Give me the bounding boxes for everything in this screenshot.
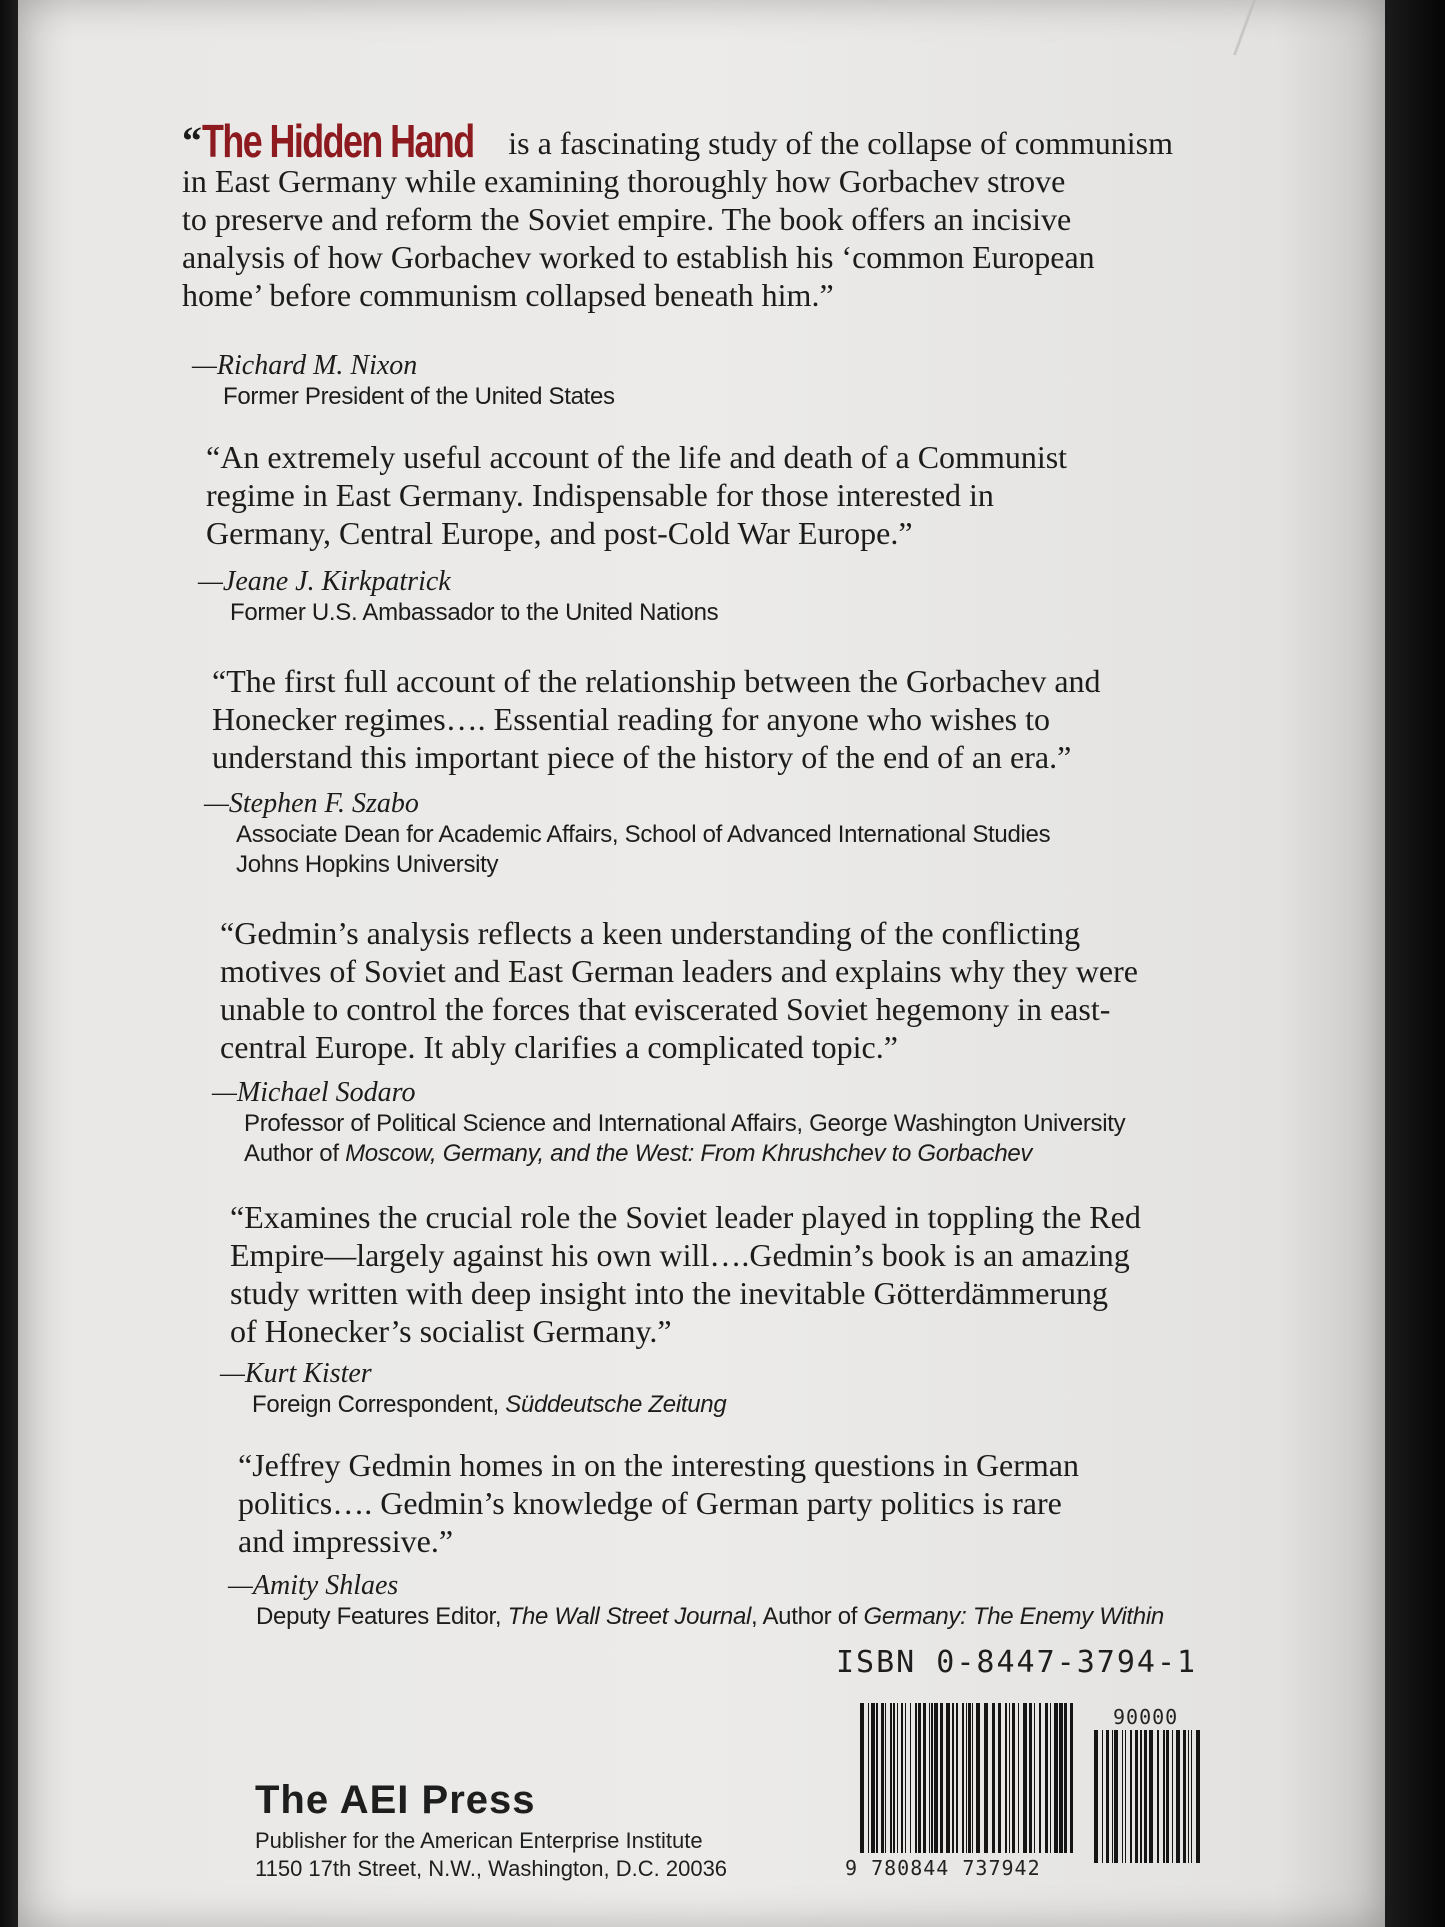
publisher-address: 1150 17th Street, N.W., Washington, D.C. 20036 <box>255 1856 728 1881</box>
barcode-bar <box>1163 1730 1165 1863</box>
barcode-bar <box>1054 1703 1058 1853</box>
title-middle: , Author of <box>751 1603 864 1630</box>
blurb-quote-text: “Gedmin’s analysis reflects a keen understanding of the conflicting motives of Soviet and East German leaders and explains why they were unable to control the forces that eviscerated Soviet hegemony in east- central Europe. It ably clarifies a complicated topic.” <box>220 915 1138 1065</box>
barcode-bar <box>1064 1703 1067 1853</box>
barcode-addon <box>1092 1730 1204 1863</box>
attribution-name: —Stephen F. Szabo <box>204 788 419 819</box>
barcode-bar <box>929 1703 930 1853</box>
barcode-bar <box>905 1703 906 1853</box>
barcode-bar <box>1135 1730 1138 1863</box>
barcode-bar <box>1130 1730 1132 1863</box>
barcode-bar <box>1114 1730 1118 1863</box>
barcode-bar <box>1005 1703 1007 1853</box>
attribution-shlaes <box>228 1570 1164 1632</box>
attribution-title: Former President of the United States <box>223 383 615 410</box>
barcode-bar <box>1034 1703 1035 1853</box>
attribution-name: —Jeane J. Kirkpatrick <box>198 566 451 597</box>
barcode-bar <box>1188 1730 1189 1863</box>
barcode-bar <box>972 1703 973 1853</box>
attribution-title <box>220 1390 726 1420</box>
barcode-bar <box>934 1703 938 1853</box>
barcode-bar <box>1039 1703 1041 1853</box>
publisher-block <box>255 1778 727 1883</box>
barcode-bar <box>956 1703 958 1853</box>
barcode-bar <box>976 1703 980 1853</box>
barcode-bar <box>1144 1730 1147 1863</box>
blurb-quote-text: “Examines the crucial role the Soviet leader played in toppling the Red Empire—largely against his own will….Gedmin’s book is an amazing study written with deep insight into the inevitable Götterdämmerung of Honecker’s socialist Germany.” <box>230 1199 1141 1349</box>
barcode-bar <box>952 1703 954 1853</box>
barcode-bar <box>1183 1730 1186 1863</box>
barcode-bar <box>1166 1730 1169 1863</box>
author-of-prefix: Author of <box>244 1140 346 1167</box>
title-prefix: Deputy Features Editor, <box>256 1603 508 1630</box>
barcode-bar <box>901 1703 903 1853</box>
book-title-highlight: The Hidden Hand <box>202 115 474 167</box>
barcode-bar <box>962 1703 964 1853</box>
barcode-bar <box>1196 1730 1200 1863</box>
attribution-title <box>228 1602 1164 1632</box>
publication-italic: Süddeutsche Zeitung <box>505 1391 727 1418</box>
barcode-bar <box>1070 1703 1073 1853</box>
barcode-bar <box>915 1703 917 1853</box>
barcode-bar <box>992 1703 995 1853</box>
blurb-shlaes <box>238 1446 1298 1560</box>
barcode-bar <box>1045 1703 1048 1853</box>
barcode-main <box>858 1703 1076 1863</box>
barcode-bar <box>1102 1730 1103 1863</box>
publication-italic: The Wall Street Journal <box>507 1603 752 1630</box>
attribution-name: —Kurt Kister <box>220 1358 372 1389</box>
barcode-bar <box>918 1703 921 1853</box>
book-title-italic: Germany: The Enemy Within <box>863 1603 1164 1630</box>
barcode-bar <box>1176 1730 1180 1863</box>
barcode-bar <box>1009 1703 1010 1853</box>
barcode-bar <box>1106 1730 1109 1863</box>
barcode-bar <box>910 1703 911 1853</box>
barcode-bar <box>1023 1703 1027 1853</box>
barcode-bar <box>1012 1703 1015 1853</box>
cover-tear <box>1173 0 1256 55</box>
barcode-bar <box>940 1703 943 1853</box>
barcode-bar <box>968 1703 971 1853</box>
barcode-bar <box>931 1703 933 1853</box>
barcode-bar <box>1094 1730 1098 1863</box>
barcode-bar <box>871 1703 875 1853</box>
attribution-kister <box>220 1358 726 1420</box>
barcode-bar <box>1157 1730 1159 1863</box>
barcode-bar <box>897 1703 898 1853</box>
attribution-title: Professor of Political Science and International Affairs, George Washington University <box>244 1110 1126 1137</box>
barcode-addon-number: 90000 <box>1113 1705 1179 1729</box>
barcode-bar <box>1149 1730 1153 1863</box>
barcode-bar <box>1018 1703 1019 1853</box>
title-prefix: Foreign Correspondent, <box>252 1391 506 1418</box>
blurb-nixon <box>182 115 1252 314</box>
blurb-quote-text: “The first full account of the relationship between the Gorbachev and Honecker regimes…. Essential reading for anyone who wishes to understand this important piece of the history of the end of an era.” <box>212 663 1101 775</box>
book-title-italic: Moscow, Germany, and the West: From Khrushchev to Gorbachev <box>345 1140 1033 1167</box>
attribution-name: —Richard M. Nixon <box>192 350 418 381</box>
barcode-bar <box>1112 1730 1113 1863</box>
barcode-bar <box>881 1703 884 1853</box>
barcode-bar <box>860 1703 864 1853</box>
attribution-name: —Amity Shlaes <box>228 1570 399 1601</box>
publisher-line-1: Publisher for the American Enterprise Institute <box>255 1828 703 1853</box>
blurb-sodaro <box>220 914 1295 1066</box>
barcode-bar <box>1122 1730 1123 1863</box>
blurb-kirkpatrick <box>206 438 1266 552</box>
blurb-quote <box>182 115 1252 314</box>
barcode-bar <box>1029 1703 1032 1853</box>
publisher-name: The AEI Press <box>255 1778 536 1822</box>
attribution-name: —Michael Sodaro <box>212 1077 416 1108</box>
barcode-number: 9 780844 737942 <box>845 1856 1041 1880</box>
barcode-bar <box>885 1703 886 1853</box>
attribution-sodaro <box>212 1077 1125 1169</box>
barcode-bar <box>1140 1730 1142 1863</box>
open-quote-mark: “ <box>182 118 202 163</box>
blurb-quote-text: “An extremely useful account of the life and death of a Communist regime in East Germany. Indispensable for those interested in Germany, Central Europe, and post-Cold War Europe.” <box>206 439 1068 551</box>
barcode-bar <box>1191 1730 1192 1863</box>
barcode-bar <box>890 1703 892 1853</box>
barcode-bar <box>946 1703 950 1853</box>
barcode-bar <box>966 1703 967 1853</box>
barcode-bar <box>893 1703 895 1853</box>
blurb-quote-text: is a fascinating study of the collapse of communism in East Germany while examining thoroughly how Gorbachev strove to preserve and reform the Soviet empire. The book offers an incisive analysis of how Gorbachev worked to establish his ‘common European home’ before communism collapsed beneath him.” <box>182 125 1173 313</box>
attribution-title: Former U.S. Ambassador to the United Nations <box>230 599 719 626</box>
barcode-bar <box>868 1703 869 1853</box>
attribution-szabo <box>204 788 1050 880</box>
attribution-nixon <box>192 350 615 412</box>
attribution-kirkpatrick <box>198 566 718 628</box>
blurb-quote-text: “Jeffrey Gedmin homes in on the interesting questions in German politics…. Gedmin’s knowledge of German party politics is rare and impressive.” <box>238 1447 1079 1559</box>
barcode-bar <box>1125 1730 1126 1863</box>
blurb-szabo <box>212 662 1282 776</box>
background-right <box>1375 0 1445 1927</box>
attribution-title-line2 <box>212 1139 1125 1169</box>
barcode-bar <box>1059 1703 1063 1853</box>
blurb-kister <box>230 1198 1300 1350</box>
barcode-bar <box>998 1703 1001 1853</box>
barcode-bar <box>876 1703 878 1853</box>
isbn-text: ISBN 0-8447-3794-1 <box>836 1645 1198 1680</box>
attribution-title: Associate Dean for Academic Affairs, School of Advanced International Studies <box>236 821 1051 848</box>
barcode-bar <box>1172 1730 1173 1863</box>
barcode-bar <box>1050 1703 1051 1853</box>
barcode-bar <box>984 1703 988 1853</box>
barcode-bar <box>923 1703 926 1853</box>
attribution-title-line2: Johns Hopkins University <box>236 851 499 878</box>
